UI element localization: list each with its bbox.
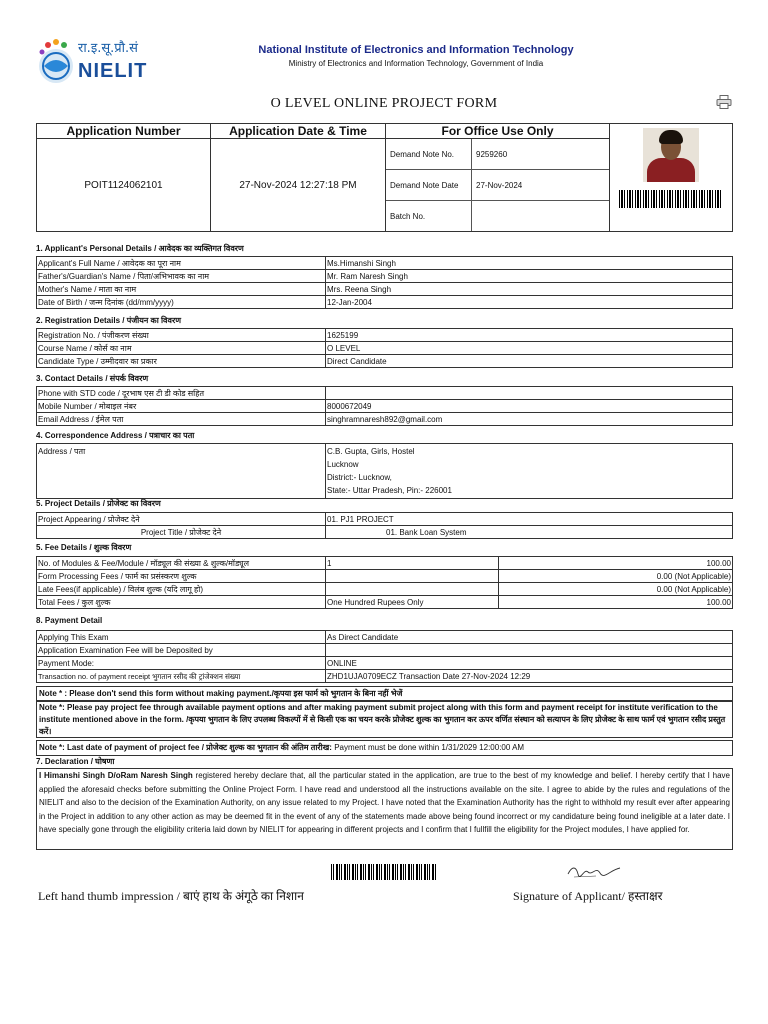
demand-note-no-value: 9259260 (472, 139, 610, 170)
photo-cell (610, 124, 733, 232)
address-value (326, 444, 733, 499)
row-value: Mr. Ram Naresh Singh (326, 270, 733, 283)
personal-details-table (36, 256, 733, 309)
row-value: Direct Candidate (326, 355, 733, 368)
note-dont-send: Note * : Please don't send this form without making payment./कृपया इस फार्म को भुगतान के बिना नहीं भेजें (36, 686, 733, 702)
row-label: Email Address / ईमेल पता (37, 413, 326, 426)
table-row (37, 257, 733, 270)
form-title: O LEVEL ONLINE PROJECT FORM (270, 96, 498, 111)
application-number-value: POIT1124062101 (37, 139, 211, 232)
row-value: Ms.Himanshi Singh (326, 257, 733, 270)
row-value: 100.00 (499, 596, 733, 609)
table-row (37, 644, 733, 657)
row-value: 01. Bank Loan System (326, 526, 733, 539)
note-pay-fee: Note *: Please pay project fee through available payment options and after making payment submit project along with this form and payment receipt for institute verification to the institute mentioned above in the form. /कृपया भुगतान के लिए उपलब्ध विकल्पों में से किसी एक का चयन करके प्रोजेक्ट शुल्क का भुगतान कर ऊपर वर्णित संस्थान को सत्यापन के लिए प्रोजेक्ट के साथ फार्म एवं भुगतान रसीद प्रस्तुत करें। (36, 700, 733, 738)
row-label: Total Fees / कुल शुल्क (37, 596, 326, 609)
row-label: Form Processing Fees / फार्म का प्रसंस्करण शुल्क (37, 570, 326, 583)
page-header (36, 36, 736, 90)
table-row (37, 631, 733, 644)
row-label: Date of Birth / जन्म दिनांक (dd/mm/yyyy) (37, 296, 326, 309)
batch-no-label: Batch No. (386, 201, 472, 232)
batch-no-value (472, 201, 610, 232)
table-row (37, 270, 733, 283)
org-subtitle: Ministry of Electronics and Information Technology, Government of India (288, 59, 544, 68)
table-row (37, 283, 733, 296)
office-use-cell (386, 139, 610, 232)
office-use-table (386, 139, 609, 231)
photo-barcode (619, 190, 723, 208)
row-label: Project Title / प्रोजेक्ट देने (37, 526, 326, 539)
applicant-signature (566, 862, 622, 880)
declaration-body: registered hereby declare that, all the particular stated in the application, are true to the best of my knowledge and belief. I hereby certify that I have applied the aforesaid checks before submitting the Online Project Form. I have read and understood all the instructions available on the site. I agree to abide by the rules and regulations of the NIELIT and also to the decision of the Examination Authority, on any issue related to my Project. I have noted that the Examination Authority has the right to withhold my result ever after appearing in the Project in addition to any other action as may be deemed fit in the event of any of the statements made above being found incorrect or my candidature being found ineligible at a later date. I have specially gone through the eligibility criteria laid down by NIELIT for appearing in different projects and I confirm that I fullfill the eligibility for the Project modules, I have applied for. (39, 771, 731, 834)
row-value: 0.00 (Not Applicable) (499, 583, 733, 596)
row-value: O LEVEL (326, 342, 733, 355)
section-fee-title: 5. Fee Details / शुल्क विवरण (36, 543, 132, 552)
row-value: As Direct Candidate (326, 631, 733, 644)
row-label: No. of Modules & Fee/Module / मॉड्यूल की संख्या & शुल्क/मॉड्यूल (37, 557, 326, 570)
row-value: singhramnaresh892@gmail.com (326, 413, 733, 426)
row-value (326, 644, 733, 657)
row-label: Applying This Exam (37, 631, 326, 644)
row-label: Project Appearing / प्रोजेक्ट देने (37, 513, 326, 526)
table-row (37, 513, 733, 526)
address-table (36, 443, 733, 499)
row-label: Candidate Type / उम्मीदवार का प्रकार (37, 355, 326, 368)
header-application-date: Application Date & Time (211, 124, 386, 139)
address-line: Lucknow (327, 460, 359, 469)
section-project-title: 5. Project Details / प्रोजेक्ट का विवरण (36, 499, 161, 508)
org-block (216, 44, 616, 68)
section-address-title: 4. Correspondence Address / पत्राचार का पता (36, 431, 195, 440)
application-date-value: 27-Nov-2024 12:27:18 PM (211, 139, 386, 232)
fee-details-table (36, 556, 733, 609)
table-row (37, 342, 733, 355)
section-declaration-title: 7. Declaration / घोषणा (36, 757, 115, 766)
footer-barcode (331, 864, 437, 880)
row-label: Mobile Number / मोबाइल नंबर (37, 400, 326, 413)
address-line: State:- Uttar Pradesh, Pin:- 226001 (327, 486, 452, 495)
section-payment-title: 8. Payment Detail (36, 616, 103, 625)
section-contact-title: 3. Contact Details / संपर्क विवरण (36, 374, 149, 383)
row-label: Late Fees(if applicable) / विलंब शुल्क (यदि लागू हो) (37, 583, 326, 596)
note-last-date-value: Payment must be done within 1/31/2029 12:00:00 AM (331, 743, 525, 752)
table-row (37, 583, 733, 596)
row-label: Father's/Guardian's Name / पिता/अभिभावक का नाम (37, 270, 326, 283)
row-label: Mother's Name / माता का नाम (37, 283, 326, 296)
table-row (37, 557, 733, 570)
row-value: ZHD1UJA0709ECZ Transaction Date 27-Nov-2024 12:29 (326, 670, 733, 683)
demand-note-date-value: 27-Nov-2024 (472, 170, 610, 201)
signature-label: Signature of Applicant/ हस्ताक्षर (513, 889, 663, 903)
address-line: C.B. Gupta, Girls, Hostel (327, 447, 415, 456)
row-middle (326, 583, 499, 596)
row-label: Transaction no. of payment receipt भुगतान रसीद की ट्रांजेक्शन संख्या (37, 670, 326, 683)
row-value: 0.00 (Not Applicable) (499, 570, 733, 583)
table-row (37, 296, 733, 309)
registration-details-table (36, 328, 733, 368)
table-row (37, 570, 733, 583)
row-value: 8000672049 (326, 400, 733, 413)
thumb-impression-label: Left hand thumb impression / बाएं हाथ के अंगूठे का निशान (38, 889, 304, 903)
declaration-text (36, 768, 733, 850)
row-label: Registration No. / पंजीकरण संख्या (37, 329, 326, 342)
demand-note-date-label: Demand Note Date (386, 170, 472, 201)
section-registration-title: 2. Registration Details / पंजीयन का विवरण (36, 316, 182, 325)
project-details-table (36, 512, 733, 539)
table-row (37, 413, 733, 426)
row-middle: 1 (326, 557, 499, 570)
row-label: Course Name / कोर्स का नाम (37, 342, 326, 355)
table-row (37, 329, 733, 342)
row-label: Payment Mode: (37, 657, 326, 670)
contact-details-table (36, 386, 733, 426)
payment-details-table (36, 630, 733, 683)
row-label: Applicant's Full Name / आवेदक का पूरा नाम (37, 257, 326, 270)
printer-icon[interactable] (716, 95, 732, 109)
logo-hindi-text: रा.इ.सू.प्रौ.सं (78, 41, 138, 56)
row-middle: One Hundred Rupees Only (326, 596, 499, 609)
row-value: 12-Jan-2004 (326, 296, 733, 309)
logo-text: NIELIT (78, 60, 148, 82)
address-label: Address / पता (37, 444, 326, 499)
note-last-date-label: Note *: Last date of payment of project fee / प्रोजेक्ट शुल्क का भुगतान की अंतिम तारीख: (39, 743, 332, 752)
row-value: Mrs. Reena Singh (326, 283, 733, 296)
row-value: ONLINE (326, 657, 733, 670)
row-value: 100.00 (499, 557, 733, 570)
row-value (326, 387, 733, 400)
table-row (37, 526, 733, 539)
row-value: 01. PJ1 PROJECT (326, 513, 733, 526)
row-value: 1625199 (326, 329, 733, 342)
header-office-use: For Office Use Only (386, 124, 610, 139)
table-row (37, 444, 733, 499)
table-row (37, 670, 733, 683)
header-application-number: Application Number (37, 124, 211, 139)
org-name: National Institute of Electronics and Information Technology (258, 44, 574, 56)
application-summary-table (36, 123, 733, 232)
address-line: District:- Lucknow, (327, 473, 392, 482)
demand-note-no-label: Demand Note No. (386, 139, 472, 170)
declaration-name: I Himanshi Singh D/oRam Naresh Singh (39, 771, 193, 780)
table-row (37, 400, 733, 413)
applicant-photo (643, 128, 699, 182)
row-label: Phone with STD code / दूरभाष एस टी डी कोड सहित (37, 387, 326, 400)
table-row (37, 657, 733, 670)
table-row (37, 387, 733, 400)
note-last-date (36, 740, 733, 756)
table-row (37, 355, 733, 368)
row-label: Application Examination Fee will be Deposited by (37, 644, 326, 657)
table-row (37, 596, 733, 609)
section-personal-title: 1. Applicant's Personal Details / आवेदक का व्यक्तिगत विवरण (36, 244, 244, 253)
row-middle (326, 570, 499, 583)
